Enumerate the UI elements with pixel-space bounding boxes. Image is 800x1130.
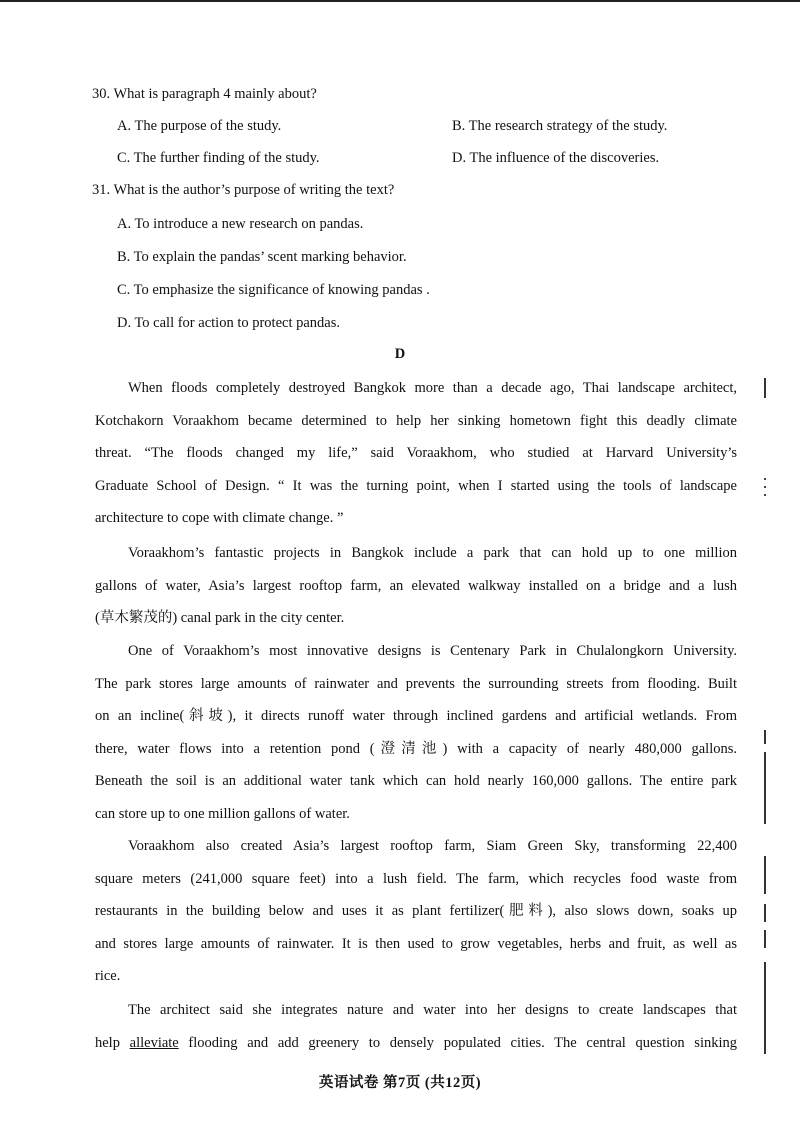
paragraph-5-line-1: The architect said she integrates nature and water into her designs to create landscapes that	[128, 1002, 737, 1018]
passage-paragraph-1	[95, 372, 737, 535]
question-31-option-a: A. To introduce a new research on pandas.	[117, 216, 364, 232]
margin-scan-mark	[764, 494, 766, 496]
question-31-stem: 31. What is the author’s purpose of writing the text?	[92, 182, 395, 198]
question-30-option-d: D. The influence of the discoveries.	[452, 150, 660, 166]
top-border	[0, 0, 800, 2]
question-30-option-a: A. The purpose of the study.	[117, 118, 282, 134]
paragraph-2-line-2: gallons of water, Asia’s largest rooftop farm, an elevated walkway installed on a bridge and a lush	[95, 577, 737, 594]
paragraph-3-line-6: can store up to one million gallons of water.	[95, 805, 350, 822]
question-31-option-b: B. To explain the pandas’ scent marking behavior.	[117, 249, 407, 265]
paragraph-1-line-3: threat. “The floods changed my life,” said Voraakhom, who studied at Harvard University’s	[95, 445, 737, 462]
question-30-option-c: C. The further finding of the study.	[117, 150, 320, 166]
paragraph-2-line-3: (草木繁茂的) canal park in the city center.	[95, 610, 345, 627]
passage-paragraph-5	[95, 994, 737, 1059]
passage-paragraph-3	[95, 635, 737, 831]
line-2-text-after: flooding and add greenery to densely populated cities. The central question sinking	[178, 1034, 737, 1051]
paragraph-2-line-1: Voraakhom’s fantastic projects in Bangkok include a park that can hold up to one million	[128, 545, 737, 561]
paragraph-1-line-5: architecture to cope with climate change. ”	[95, 510, 344, 527]
section-heading: D	[394, 346, 406, 362]
margin-scan-mark	[764, 752, 766, 824]
question-31-option-c: C. To emphasize the significance of knowing pandas .	[117, 282, 430, 298]
margin-scan-mark	[764, 930, 766, 948]
underlined-word: alleviate	[129, 1034, 179, 1051]
passage-paragraph-2	[95, 537, 737, 635]
passage-paragraph-4	[95, 830, 737, 993]
margin-scan-mark	[764, 486, 766, 488]
margin-scan-mark	[764, 962, 766, 1054]
paragraph-3-line-4: there, water flows into a retention pond (澄清池) with a capacity of nearly 480,000 gallons.	[95, 740, 737, 757]
margin-scan-mark	[764, 378, 766, 398]
question-31-option-d: D. To call for action to protect pandas.	[117, 315, 340, 331]
paragraph-1-line-2: Kotchakorn Voraakhom became determined to help her sinking hometown fight this deadly climate	[95, 412, 737, 429]
paragraph-1-line-4: Graduate School of Design. “ It was the turning point, when I started using the tools of landscape	[95, 477, 737, 494]
question-30-option-b: B. The research strategy of the study.	[452, 118, 668, 134]
paragraph-3-line-1: One of Voraakhom’s most innovative designs is Centenary Park in Chulalongkorn University.	[128, 643, 737, 659]
paragraph-4-line-1: Voraakhom also created Asia’s largest rooftop farm, Siam Green Sky, transforming 22,400	[128, 838, 737, 854]
line-2-text-before: help	[95, 1034, 130, 1051]
margin-scan-mark	[764, 478, 766, 480]
paragraph-4-line-2: square meters (241,000 square feet) into a lush field. The farm, which recycles food waste from	[95, 870, 737, 887]
paragraph-4-line-4: and stores large amounts of rainwater. It is then used to grow vegetables, herbs and fruit, as well as	[95, 935, 737, 952]
page-footer: 英语试卷 第7页 (共12页)	[318, 1075, 482, 1091]
margin-scan-mark	[764, 856, 766, 894]
paragraph-3-line-3: on an incline(斜坡), it directs runoff water through inclined gardens and artificial wetlands. From	[95, 708, 737, 725]
question-30-stem: 30. What is paragraph 4 mainly about?	[92, 86, 317, 102]
paragraph-5-line-2	[95, 1027, 737, 1060]
paragraph-1-line-1: When floods completely destroyed Bangkok more than a decade ago, Thai landscape architect,	[128, 380, 737, 396]
paragraph-3-line-5: Beneath the soil is an additional water tank which can hold nearly 160,000 gallons. The entire park	[95, 773, 737, 790]
margin-scan-mark	[764, 904, 766, 922]
paragraph-4-line-5: rice.	[95, 968, 121, 985]
paragraph-4-line-3: restaurants in the building below and uses it as plant fertilizer(肥料), also slows down, soaks up	[95, 903, 737, 920]
paragraph-3-line-2: The park stores large amounts of rainwater and prevents the surrounding streets from flooding. Built	[95, 675, 737, 692]
margin-scan-mark	[764, 730, 766, 744]
